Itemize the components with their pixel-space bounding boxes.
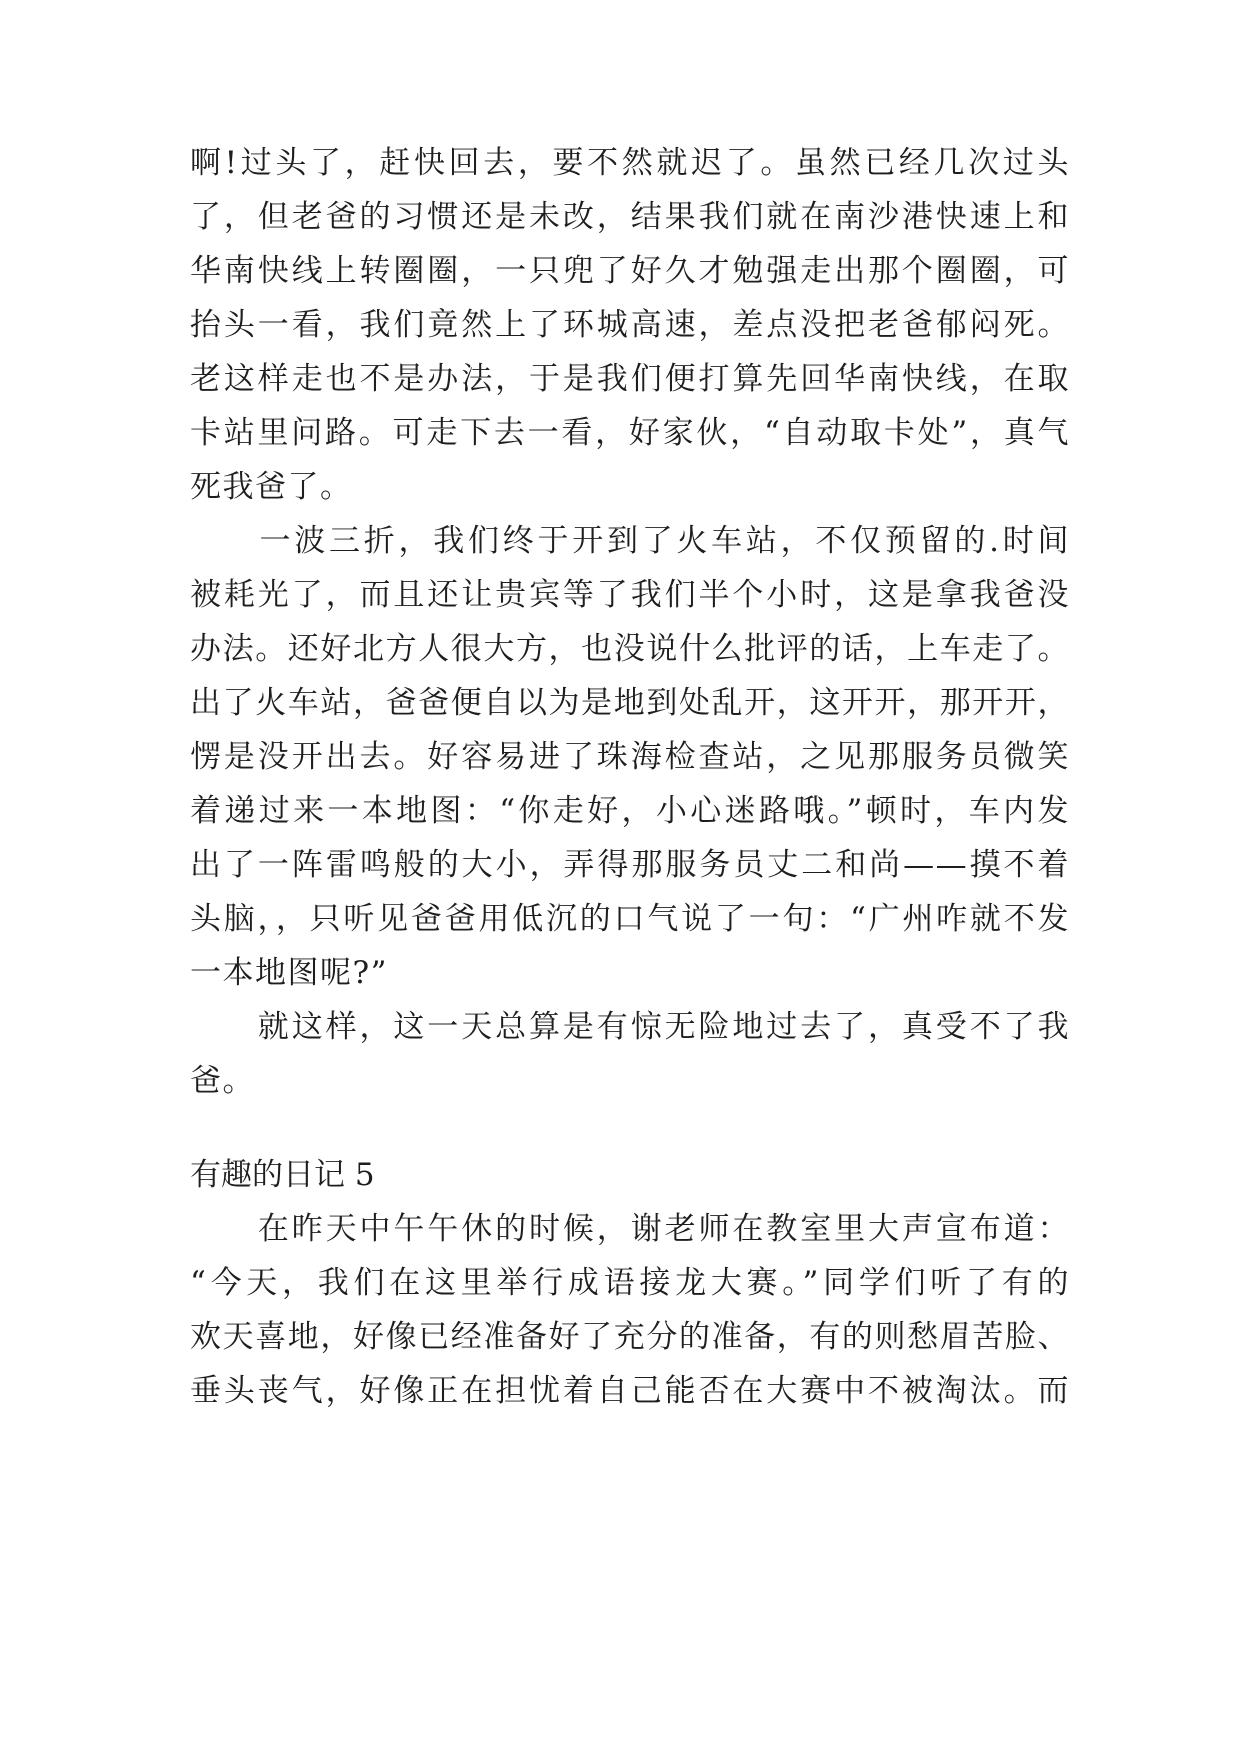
text-line: 就这样，这一天总算是有惊无险地过去了，真受不了我 <box>190 1009 1070 1045</box>
text-line: 抬头一看，我们竟然上了环城高速，差点没把老爸郁闷死。 <box>190 307 1070 343</box>
text-line: 一本地图呢?” <box>190 955 388 991</box>
text-line: 死我爸了。 <box>190 469 353 505</box>
text-line: 华南快线上转圈圈，一只兜了好久才勉强走出那个圈圈，可 <box>190 253 1070 289</box>
text-line: 爸。 <box>190 1063 255 1099</box>
text-line: “今天，我们在这里举行成语接龙大赛。”同学们听了有的 <box>190 1265 1070 1301</box>
section-heading: 有趣的日记 5 <box>190 1157 375 1193</box>
text-line: 一波三折，我们终于开到了火车站，不仅预留的.时间 <box>190 523 1070 559</box>
text-line: 被耗光了，而且还让贵宾等了我们半个小时，这是拿我爸没 <box>190 577 1070 613</box>
text-line: 头脑，，只听见爸爸用低沉的口气说了一句：“广州咋就不发 <box>190 901 1070 937</box>
text-line: 着递过来一本地图：“你走好，小心迷路哦。”顿时，车内发 <box>190 793 1070 829</box>
text-line: 在昨天中午午休的时候，谢老师在教室里大声宣布道： <box>190 1211 1070 1247</box>
text-line: 出了一阵雷鸣般的大小，弄得那服务员丈二和尚——摸不着 <box>190 847 1070 883</box>
text-line: 垂头丧气，好像正在担忧着自己能否在大赛中不被淘汰。而 <box>190 1373 1070 1409</box>
text-line: 欢天喜地，好像已经准备好了充分的准备，有的则愁眉苦脸、 <box>190 1319 1070 1355</box>
text-line: 了，但老爸的习惯还是未改，结果我们就在南沙港快速上和 <box>190 199 1070 235</box>
text-line: 办法。还好北方人很大方，也没说什么批评的话，上车走了。 <box>190 631 1070 667</box>
text-line: 啊!过头了，赶快回去，要不然就迟了。虽然已经几次过头 <box>190 145 1070 181</box>
text-line: 愣是没开出去。好容易进了珠海检查站，之见那服务员微笑 <box>190 739 1070 775</box>
text-line: 卡站里问路。可走下去一看，好家伙，“自动取卡处”，真气 <box>190 415 1070 451</box>
text-line: 老这样走也不是办法，于是我们便打算先回华南快线，在取 <box>190 361 1070 397</box>
text-line: 出了火车站，爸爸便自以为是地到处乱开，这开开，那开开， <box>190 685 1070 721</box>
